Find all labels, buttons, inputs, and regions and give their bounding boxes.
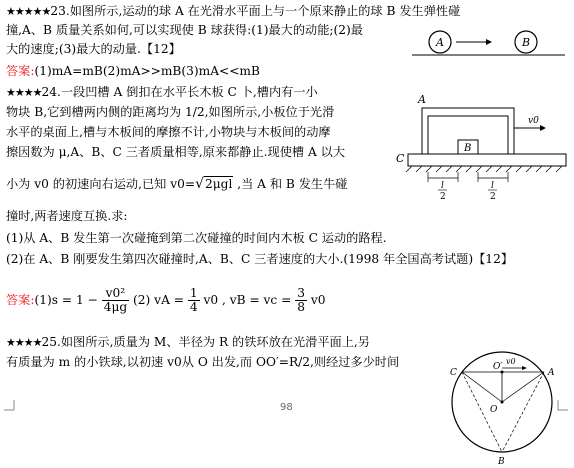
q24-text-1: 24.一段凹槽 A 倒扣在水平长木板 C 卜,槽内有一小 (41, 85, 318, 99)
ring-label-a: A (548, 368, 555, 378)
dim-2-2: 2 (490, 192, 496, 202)
q24-frac-vb: $\frac{3}{8}$ (297, 286, 305, 314)
q24-text-3: 水平的桌面上,槽与木板间的摩擦不计,小物块与木板间的动摩 (6, 125, 331, 139)
q24-text-7: (1)从 A、B 发生第一次碰掩到第二次碰撞的时间内木板 C 运动的路程. (6, 231, 387, 245)
q24-ans-s: (1)s = 1 − (34, 293, 98, 307)
q24-line-5: 小为 v0 的初速向右运动,已知 v0=√2μgl ,当 A 和 B 发生牛碰 (6, 176, 348, 192)
q24-text-5a: 小为 v0 的初速向右运动,已知 v0= (6, 177, 196, 191)
q24-sqrt-term: 2μgl (204, 177, 233, 191)
board-c-label: C (396, 152, 405, 165)
q24-line-8 (6, 251, 513, 267)
ring-label-b: B (498, 457, 505, 466)
board-c (408, 154, 566, 166)
q23-text-1: 23.如图所示,运动的球 A 在光滑水平面上与一个原来静止的球 B 发生弹性碰 (50, 4, 461, 18)
block-b-label: B (464, 143, 472, 154)
q24-frac-s: $\frac{\text{v0²}}{4\mu g}$ (103, 286, 128, 314)
answer-label: 答案: (6, 64, 35, 78)
q23-line-3 (6, 41, 181, 57)
q25-text-2: 有质量为 m 的小铁球,以初速 v0从 O 出发,而 OO′=R/2,则经过多少时间 (6, 355, 400, 369)
q25-line-1 (6, 334, 370, 351)
q25-text-1: 25.如图所示,质量为 M、半径为 R 的铁环放在光滑平面上,另 (41, 335, 370, 349)
q25-figure (440, 340, 570, 466)
page-number: 98 (280, 402, 293, 413)
q23-text-2: 撞,A、B 质量关系如何,可以实现使 B 球获得:(1)最大的动能;(2)最 (6, 23, 363, 37)
dim-2-1: 2 (440, 192, 446, 202)
velocity-label: v0 (528, 116, 539, 126)
q24-text-4: 擦因数为 μ,A、B、C 三者质量相等,原来都静止.现使槽 A 以大 (6, 145, 346, 159)
margin-corner-right (556, 400, 568, 412)
q24-line-1 (6, 84, 318, 101)
difficulty-stars: ★★★★ (6, 336, 42, 349)
q24-answer (6, 285, 326, 315)
q23-figure (410, 22, 570, 62)
dim-l-1: l (441, 181, 444, 191)
q23-line-1 (6, 3, 460, 20)
difficulty-stars: ★★★★ (6, 86, 42, 99)
q24-line-3 (6, 124, 331, 140)
q23-answer-text: (1)mA=mB(2)mA>>mB(3)mA<<mB (34, 64, 260, 78)
q24-ans-vb: v0 , vB = vc = (203, 293, 292, 307)
q24-text-5b: ,当 A 和 B 发生牛碰 (233, 177, 348, 191)
q24-line-4 (6, 144, 345, 160)
q25-line-2 (6, 354, 399, 370)
ball-a-label: A (436, 36, 444, 49)
dim-l-2: l (491, 181, 494, 191)
answer-label: 答案: (6, 293, 35, 307)
q24-ans-end: v0 (310, 293, 326, 307)
difficulty-stars: ★★★★★ (6, 5, 51, 18)
q24-line-2 (6, 104, 334, 120)
ring-velocity-label: v0 (506, 357, 516, 366)
q23-text-3: 大的速度;(3)最大的动量.【12】 (6, 42, 181, 56)
groove-a-label: A (418, 93, 426, 106)
ring-label-c: C (450, 368, 457, 378)
ring-label-o-prime: O′ (493, 362, 503, 372)
q24-text-6: 撞时,两者速度互换.求: (6, 209, 128, 223)
q23-line-2 (6, 22, 363, 38)
q24-ans-va: (2) vA = (133, 293, 184, 307)
q24-frac-va: $\frac{1}{4}$ (189, 286, 198, 314)
q24-text-2: 物块 B,它到槽两内侧的距离均为 1/2,如图所示,小板位于光滑 (6, 105, 335, 119)
ball-b-label: B (522, 36, 531, 49)
q24-figure (390, 90, 568, 202)
margin-corner-left (4, 400, 16, 412)
q24-line-6 (6, 208, 128, 224)
q24-text-8: (2)在 A、B 刚要发生第四次碰撞时,A、B、C 三者速度的大小.(1998 年全国高考试题)【12】 (6, 252, 514, 266)
q23-answer (6, 63, 260, 79)
ring-label-o: O (490, 405, 498, 415)
q24-line-7 (6, 230, 387, 246)
